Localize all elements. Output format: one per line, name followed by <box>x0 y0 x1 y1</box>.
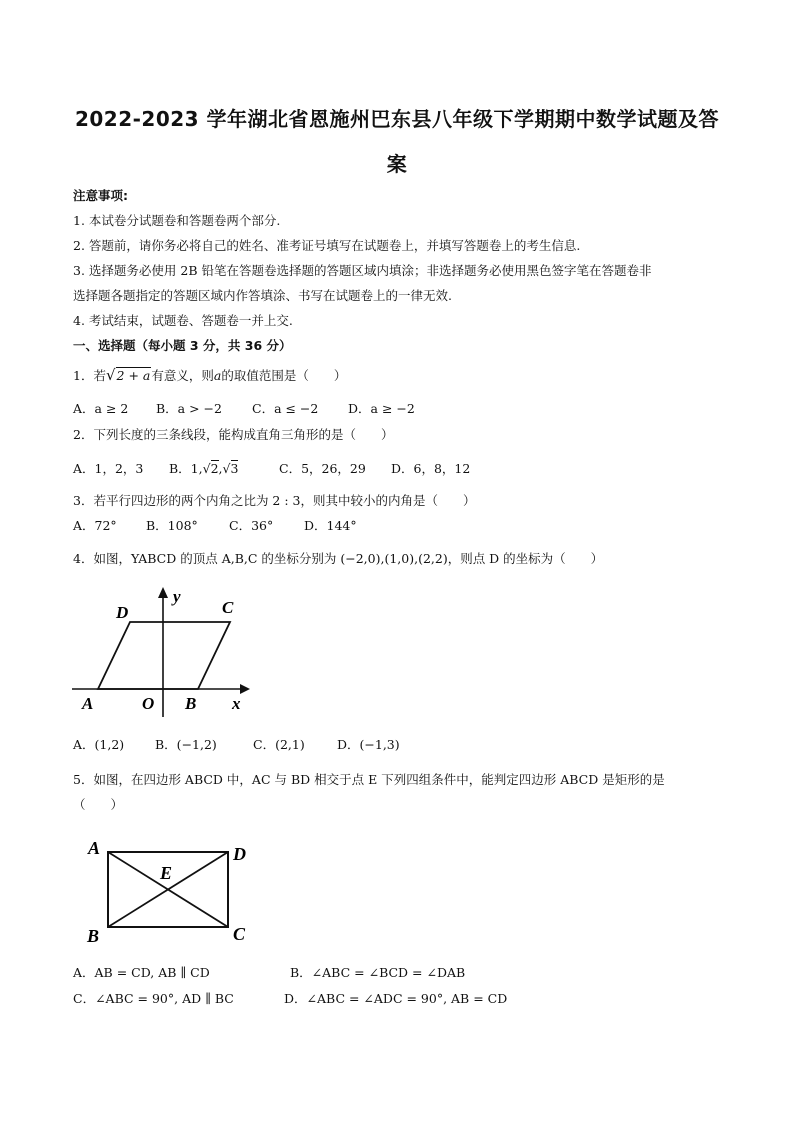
sqrt-symbol: √ <box>202 461 211 476</box>
label-B: B <box>87 926 100 946</box>
q1-text: 有意义，则 <box>151 368 214 383</box>
q1-prefix: 1．若 <box>73 368 106 383</box>
q2-option-c[interactable]: C．5，26，29 <box>279 461 366 476</box>
q1-text-end: 的取值范围是（ ） <box>221 368 347 383</box>
q2-option-b-root1: 2 <box>210 461 219 476</box>
label-B: B <box>185 694 197 713</box>
q5-option-c[interactable]: C．∠ABC = 90°, AD ∥ BC <box>73 991 234 1006</box>
question-2-stem: 2．下列长度的三条线段，能构成直角三角形的是（ ） <box>73 427 394 442</box>
question-3-stem: 3．若平行四边形的两个内角之比为 2 : 3，则其中较小的内角是（ ） <box>73 493 476 508</box>
q2-option-b-sep: , <box>218 461 223 476</box>
sqrt-symbol: √ <box>105 366 116 384</box>
sqrt-symbol: √ <box>222 461 231 476</box>
label-O: O <box>142 694 155 713</box>
q4-option-a[interactable]: A．(1,2) <box>73 737 125 752</box>
q1-option-b[interactable]: B．a > −2 <box>156 401 222 416</box>
q2-option-d[interactable]: D．6，8，12 <box>391 461 471 476</box>
label-D: D <box>116 603 129 622</box>
rectangle-diagonals-figure <box>80 832 270 950</box>
label-A: A <box>88 838 101 858</box>
q5-option-a[interactable]: A．AB = CD, AB ∥ CD <box>73 965 210 980</box>
question-1-stem <box>73 366 346 384</box>
q1-option-d[interactable]: D．a ≥ −2 <box>348 401 415 416</box>
q5-option-b[interactable]: B．∠ABC = ∠BCD = ∠DAB <box>290 965 466 980</box>
q3-option-a[interactable]: A．72° <box>73 518 117 533</box>
q2-option-b[interactable] <box>169 459 279 477</box>
parallelogram-shape <box>98 622 230 689</box>
page-title-continued: 案 <box>386 152 408 176</box>
q4-option-c[interactable]: C．(2,1) <box>253 737 305 752</box>
question-3-options <box>73 516 357 534</box>
q1-variable: a <box>213 368 222 383</box>
notice-item-4: 4. 考试结束，试题卷、答题卷一并上交. <box>73 313 293 328</box>
question-5-stem: 5．如图，在四边形 ABCD 中，AC 与 BD 相交于点 E 下列四组条件中，能判定四边形 ABCD 是矩形的是 <box>73 772 665 787</box>
q1-option-c[interactable]: C．a ≤ −2 <box>252 401 319 416</box>
section-heading: 一、选择题（每小题 3 分，共 36 分） <box>73 338 292 353</box>
label-x: x <box>232 694 241 713</box>
notice-item-3-continued: 选择题各题指定的答题区域内作答填涂、书写在试题卷上的一律无效. <box>73 288 452 303</box>
x-axis-arrow <box>240 684 250 694</box>
q4-option-d[interactable]: D．(−1,3) <box>337 737 400 752</box>
q1-radicand: 2 + a <box>116 368 151 383</box>
parallelogram-coordinate-figure <box>70 582 270 722</box>
label-C: C <box>222 598 234 617</box>
question-5-stem-continued: （ ） <box>73 797 124 812</box>
question-4-options <box>73 735 400 753</box>
q3-option-d[interactable]: D．144° <box>304 518 357 533</box>
question-2-options <box>73 459 470 477</box>
label-y: y <box>173 587 181 606</box>
label-A: A <box>82 694 94 713</box>
question-1-options <box>73 399 415 417</box>
q2-option-a[interactable]: A．1，2，3 <box>73 461 144 476</box>
page-title: 2022-2023 学年湖北省恩施州巴东县八年级下学期期中数学试题及答 <box>74 107 720 131</box>
q2-option-b-prefix: B．1, <box>169 461 203 476</box>
q3-option-b[interactable]: B．108° <box>146 518 198 533</box>
label-C: C <box>233 924 246 944</box>
question-4-stem: 4．如图，YABCD 的顶点 A,B,C 的坐标分别为 (−2,0),(1,0),(2,2)，则点 D 的坐标为（ ） <box>73 551 604 566</box>
q4-option-b[interactable]: B．(−1,2) <box>155 737 217 752</box>
notice-item-2: 2. 答题前，请你务必将自己的姓名、准考证号填写在试题卷上，并填写答题卷上的考生信息. <box>73 238 581 253</box>
q3-option-c[interactable]: C．36° <box>229 518 274 533</box>
q2-option-b-root2: 3 <box>230 461 239 476</box>
q1-option-a[interactable]: A．a ≥ 2 <box>73 401 129 416</box>
y-axis-arrow <box>158 587 168 598</box>
notice-item-3: 3. 选择题务必使用 2B 铅笔在答题卷选择题的答题区域内填涂；非选择题务必使用黑色签字笔在答题卷非 <box>73 263 652 278</box>
q5-option-d[interactable]: D．∠ABC = ∠ADC = 90°, AB = CD <box>284 991 508 1006</box>
label-E: E <box>160 863 173 883</box>
label-D: D <box>233 844 246 864</box>
notice-item-1: 1. 本试卷分试题卷和答题卷两个部分. <box>73 213 281 228</box>
notice-heading: 注意事项: <box>73 188 128 203</box>
